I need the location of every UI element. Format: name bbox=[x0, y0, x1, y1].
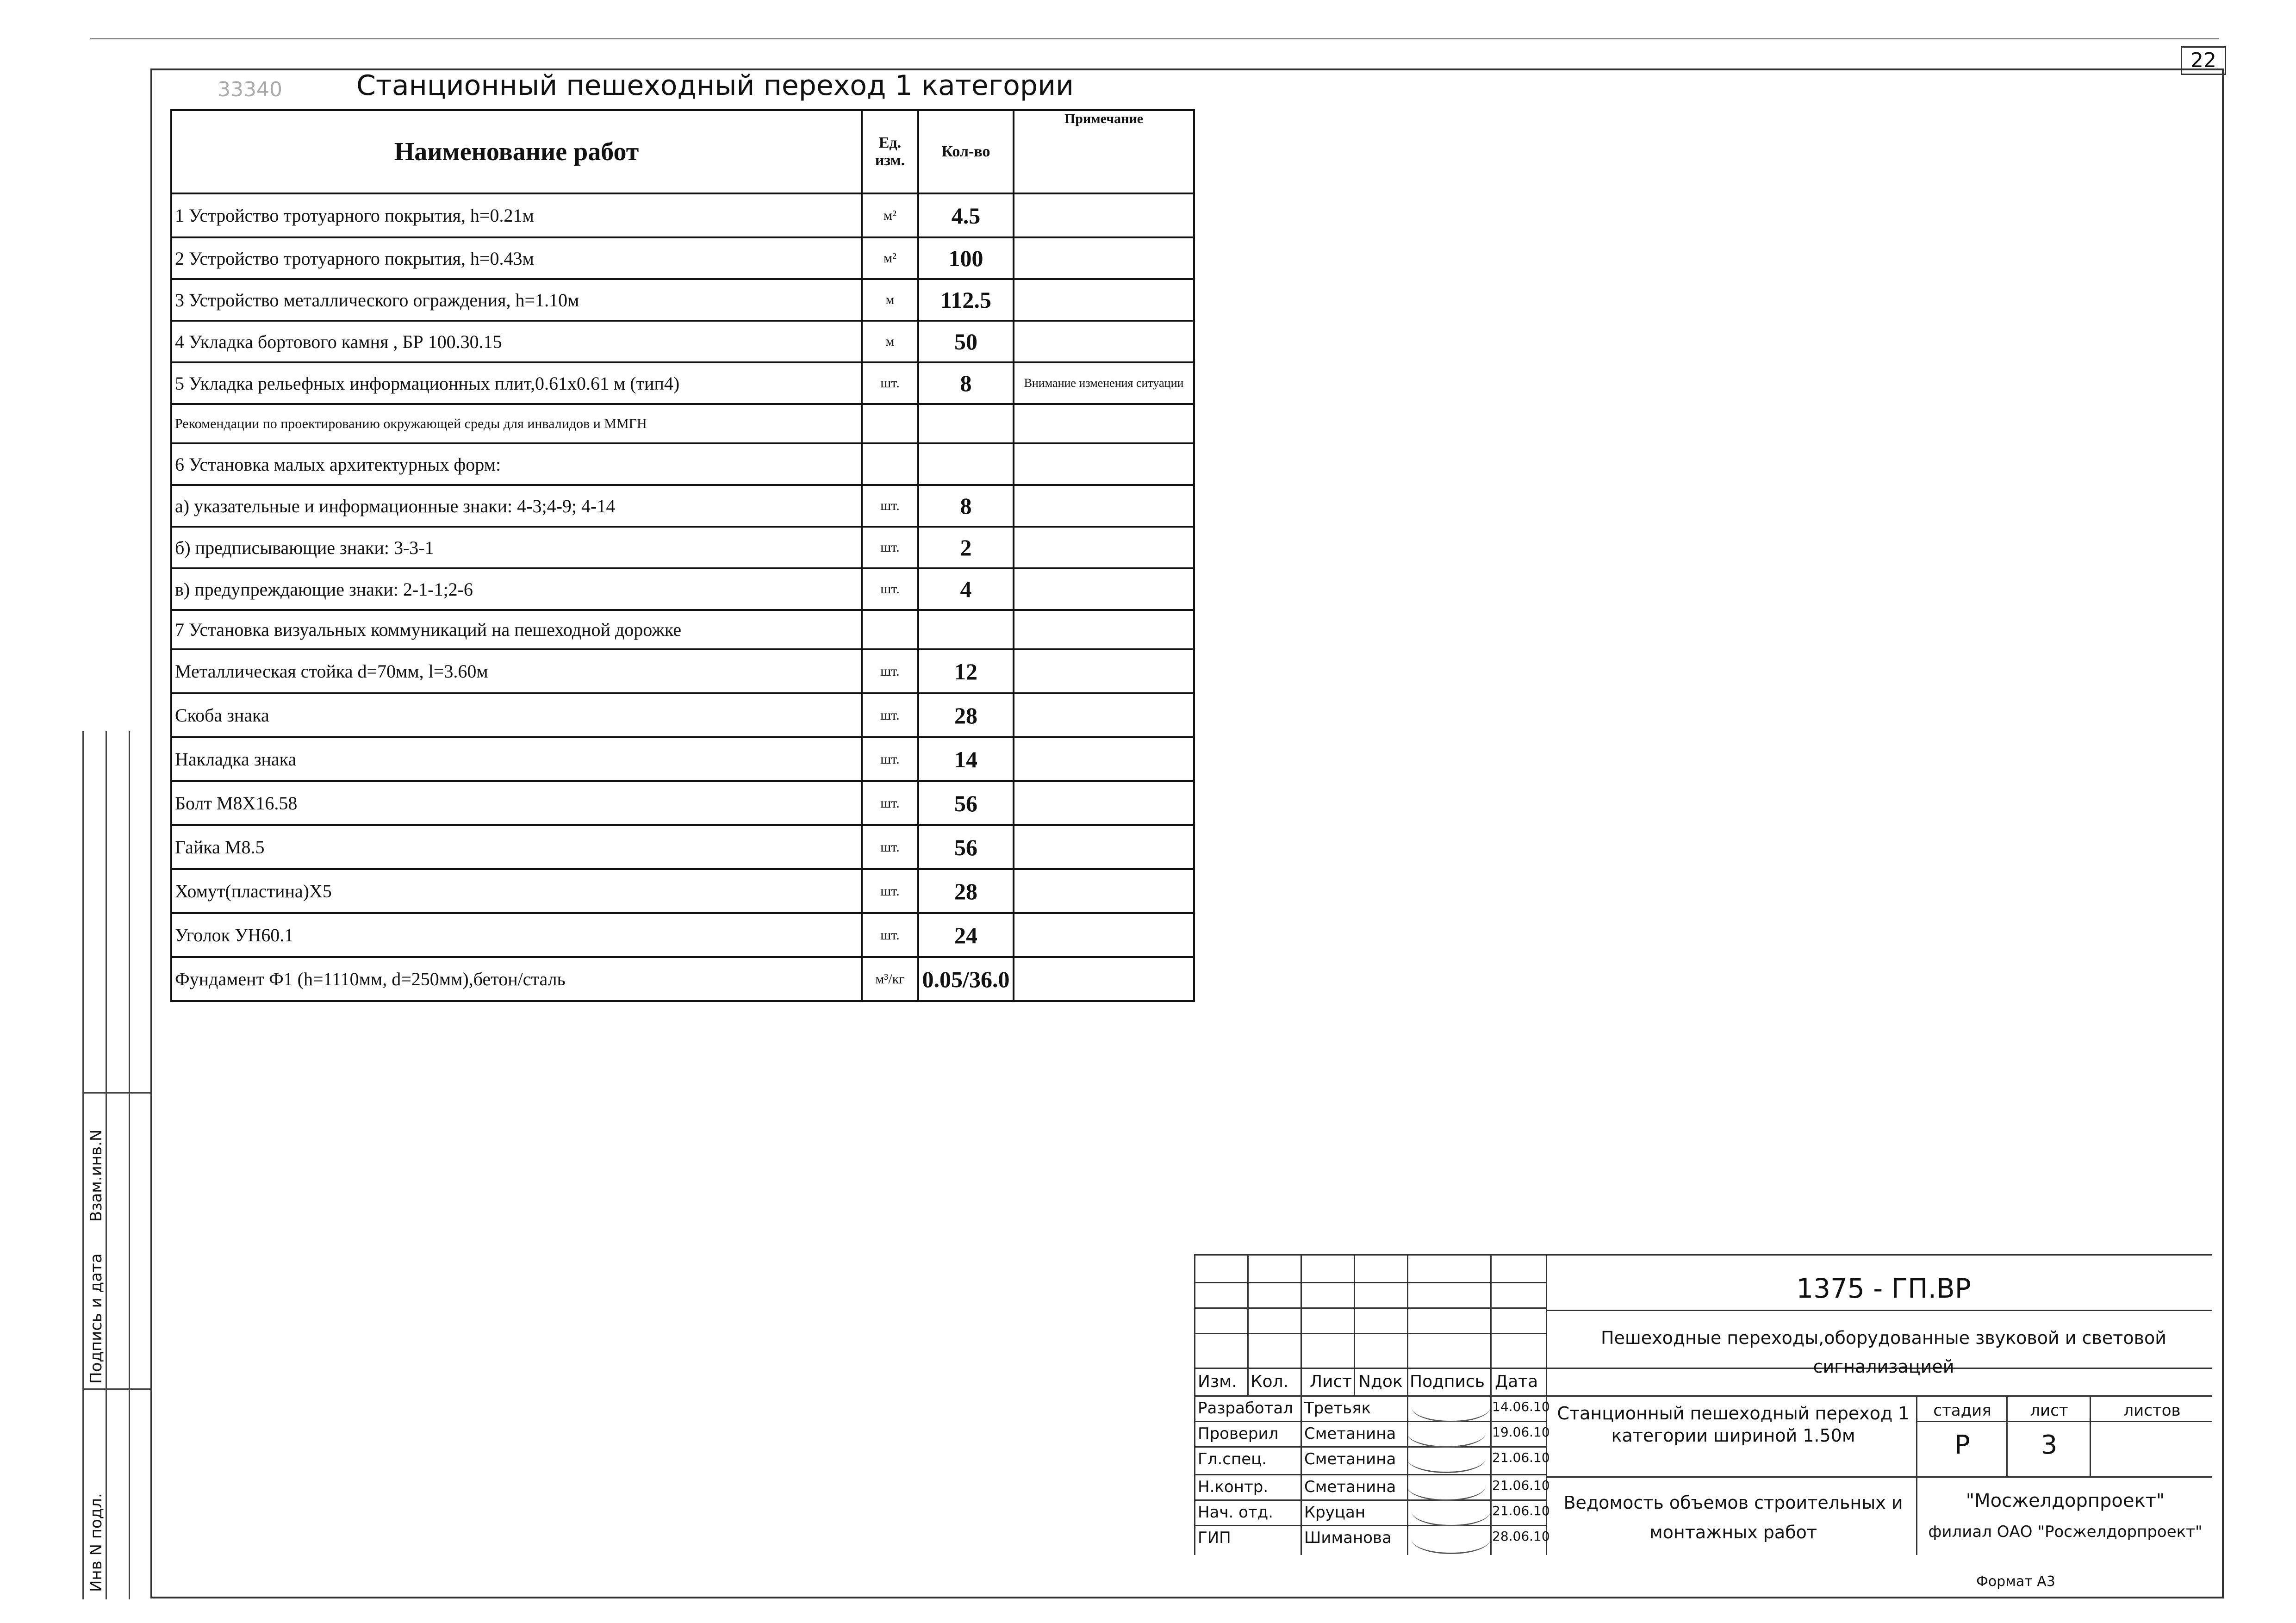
org-name-1: "Мосжелдорпроект" bbox=[1966, 1490, 2165, 1511]
row-unit bbox=[862, 610, 918, 649]
sheets-label: листов bbox=[2123, 1401, 2181, 1420]
table-header-row bbox=[171, 110, 1194, 193]
side-label-inv-podl: Инв N подл. bbox=[87, 1493, 106, 1592]
row-qty bbox=[918, 404, 1014, 443]
table-row bbox=[171, 193, 1194, 237]
row-qty: 56 bbox=[918, 825, 1014, 869]
row-name: 7 Установка визуальных коммуникаций на пешеходной дорожке bbox=[171, 610, 862, 649]
sheet-subtitle: Ведомость объемов строительных и монтажных работ bbox=[1563, 1492, 1903, 1542]
col-izm: Изм. bbox=[1198, 1372, 1237, 1391]
row-name: Металлическая стойка d=70мм, l=3.60м bbox=[171, 649, 862, 693]
row-name: Уголок УН60.1 bbox=[171, 913, 862, 957]
row-qty: 56 bbox=[918, 781, 1014, 825]
row-name: б) предписывающие знаки: 3-3-1 bbox=[171, 527, 862, 568]
row-qty bbox=[918, 610, 1014, 649]
row-qty: 8 bbox=[918, 362, 1014, 404]
table-row bbox=[171, 649, 1194, 693]
row-unit: шт. bbox=[862, 913, 918, 957]
sheet-label: лист bbox=[2030, 1401, 2068, 1420]
row-unit: м bbox=[862, 321, 918, 362]
person-date: 28.06.10 bbox=[1492, 1529, 1550, 1544]
row-unit: шт. bbox=[862, 737, 918, 781]
person-name: Третьяк bbox=[1304, 1399, 1371, 1418]
row-note: Внимание изменения ситуации bbox=[1014, 362, 1194, 404]
row-unit: шт. bbox=[862, 781, 918, 825]
table-row bbox=[171, 913, 1194, 957]
row-unit: м³/кг bbox=[862, 957, 918, 1001]
table-row bbox=[171, 957, 1194, 1001]
row-unit: шт. bbox=[862, 693, 918, 737]
signature-6 bbox=[1412, 1525, 1490, 1554]
person-date: 19.06.10 bbox=[1492, 1424, 1550, 1440]
side-label-podpis: Подпись и дата bbox=[87, 1253, 106, 1384]
row-name: 2 Устройство тротуарного покрытия, h=0.43м bbox=[171, 237, 862, 279]
row-unit: шт. bbox=[862, 568, 918, 610]
person-date: 21.06.10 bbox=[1492, 1478, 1550, 1493]
col-header-note: Примечание bbox=[1014, 110, 1194, 193]
row-qty: 50 bbox=[918, 321, 1014, 362]
person-date: 21.06.10 bbox=[1492, 1450, 1550, 1465]
col-kol: Кол. bbox=[1251, 1372, 1289, 1391]
top-edge-line bbox=[90, 38, 2219, 39]
row-qty: 4.5 bbox=[918, 193, 1014, 237]
row-qty bbox=[918, 443, 1014, 485]
row-name: Накладка знака bbox=[171, 737, 862, 781]
header-code: 33340 bbox=[218, 78, 282, 101]
row-note bbox=[1014, 527, 1194, 568]
table-row bbox=[171, 443, 1194, 485]
row-name: 5 Укладка рельефных информационных плит,0.61х0.61 м (тип4) bbox=[171, 362, 862, 404]
row-note bbox=[1014, 610, 1194, 649]
stage-label: стадия bbox=[1933, 1401, 1991, 1420]
table-row bbox=[171, 693, 1194, 737]
person-name: Шиманова bbox=[1304, 1529, 1392, 1547]
person-role: Разработал bbox=[1198, 1399, 1293, 1418]
col-list: Лист bbox=[1310, 1372, 1352, 1391]
table-row bbox=[171, 237, 1194, 279]
table-row bbox=[171, 321, 1194, 362]
person-role: Гл.спец. bbox=[1198, 1450, 1267, 1468]
row-note bbox=[1014, 869, 1194, 913]
row-note bbox=[1014, 404, 1194, 443]
row-unit bbox=[862, 404, 918, 443]
row-unit: м² bbox=[862, 193, 918, 237]
project-title: Пешеходные переходы,оборудованные звуковой и световой сигнализацией bbox=[1600, 1328, 2166, 1377]
row-note bbox=[1014, 649, 1194, 693]
person-name: Сметанина bbox=[1304, 1424, 1396, 1443]
row-name: в) предупреждающие знаки: 2-1-1;2-6 bbox=[171, 568, 862, 610]
title-block bbox=[1194, 1254, 2212, 1555]
signature-1 bbox=[1412, 1393, 1490, 1422]
row-note bbox=[1014, 957, 1194, 1001]
row-unit: шт. bbox=[862, 527, 918, 568]
page-number: 22 bbox=[2181, 46, 2226, 75]
row-qty: 112.5 bbox=[918, 279, 1014, 321]
person-role: ГИП bbox=[1198, 1529, 1231, 1547]
row-qty: 100 bbox=[918, 237, 1014, 279]
col-data: Дата bbox=[1495, 1372, 1538, 1391]
org-name-2: филиал ОАО "Росжелдорпроект" bbox=[1928, 1523, 2203, 1541]
table-row bbox=[171, 610, 1194, 649]
row-name: 1 Устройство тротуарного покрытия, h=0.21м bbox=[171, 193, 862, 237]
col-header-unit: Ед. изм. bbox=[862, 110, 918, 193]
col-ndok: Nдок bbox=[1358, 1372, 1403, 1391]
col-podpis: Подпись bbox=[1410, 1372, 1485, 1391]
signature-5 bbox=[1412, 1497, 1490, 1526]
table-row bbox=[171, 737, 1194, 781]
row-name: Рекомендации по проектированию окружающей среды для инвалидов и ММГН bbox=[171, 404, 862, 443]
row-qty: 8 bbox=[918, 485, 1014, 527]
row-name: 3 Устройство металлического ограждения, h=1.10м bbox=[171, 279, 862, 321]
person-role: Проверил bbox=[1198, 1424, 1279, 1443]
row-name: Болт М8Х16.58 bbox=[171, 781, 862, 825]
person-name: Круцан bbox=[1304, 1503, 1366, 1522]
row-note bbox=[1014, 485, 1194, 527]
person-role: Н.контр. bbox=[1198, 1478, 1269, 1496]
table-row bbox=[171, 404, 1194, 443]
row-qty: 12 bbox=[918, 649, 1014, 693]
row-qty: 4 bbox=[918, 568, 1014, 610]
table-row bbox=[171, 825, 1194, 869]
person-name: Сметанина bbox=[1304, 1478, 1396, 1496]
row-note bbox=[1014, 568, 1194, 610]
format-label: Формат А3 bbox=[1976, 1573, 2055, 1590]
doc-code: 1375 - ГП.ВР bbox=[1796, 1273, 1971, 1304]
row-note bbox=[1014, 693, 1194, 737]
row-qty: 24 bbox=[918, 913, 1014, 957]
row-unit bbox=[862, 443, 918, 485]
row-qty: 28 bbox=[918, 869, 1014, 913]
signature-2 bbox=[1407, 1418, 1486, 1448]
row-name: 6 Установка малых архитектурных форм: bbox=[171, 443, 862, 485]
works-table bbox=[170, 109, 1195, 1002]
table-row bbox=[171, 869, 1194, 913]
person-date: 14.06.10 bbox=[1492, 1399, 1550, 1414]
sheet-title: Станционный пешеходный переход 1 категории шириной 1.50м bbox=[1557, 1403, 1910, 1446]
side-label-vzam: Взам.инв.N bbox=[87, 1129, 106, 1222]
row-name: Скоба знака bbox=[171, 693, 862, 737]
row-qty: 0.05/36.0 bbox=[918, 957, 1014, 1001]
row-note bbox=[1014, 737, 1194, 781]
row-note bbox=[1014, 193, 1194, 237]
table-row bbox=[171, 485, 1194, 527]
signature-4 bbox=[1407, 1472, 1486, 1501]
col-header-name: Наименование работ bbox=[171, 110, 862, 193]
row-unit: шт. bbox=[862, 869, 918, 913]
person-name: Сметанина bbox=[1304, 1450, 1396, 1468]
row-name: а) указательные и информационные знаки: 4-3;4-9; 4-14 bbox=[171, 485, 862, 527]
row-note bbox=[1014, 825, 1194, 869]
row-note bbox=[1014, 279, 1194, 321]
row-note bbox=[1014, 913, 1194, 957]
row-name: 4 Укладка бортового камня , БР 100.30.15 bbox=[171, 321, 862, 362]
row-unit: шт. bbox=[862, 649, 918, 693]
row-note bbox=[1014, 237, 1194, 279]
sheet-value: 3 bbox=[2041, 1430, 2058, 1460]
row-unit: м² bbox=[862, 237, 918, 279]
row-name: Хомут(пластина)Х5 bbox=[171, 869, 862, 913]
row-note bbox=[1014, 321, 1194, 362]
row-note bbox=[1014, 781, 1194, 825]
row-name: Фундамент Ф1 (h=1110мм, d=250мм),бетон/сталь bbox=[171, 957, 862, 1001]
table-row bbox=[171, 362, 1194, 404]
table-row bbox=[171, 568, 1194, 610]
row-unit: м bbox=[862, 279, 918, 321]
row-unit: шт. bbox=[862, 485, 918, 527]
table-row bbox=[171, 279, 1194, 321]
row-qty: 28 bbox=[918, 693, 1014, 737]
row-unit: шт. bbox=[862, 362, 918, 404]
col-header-qty: Кол-во bbox=[918, 110, 1014, 193]
row-qty: 14 bbox=[918, 737, 1014, 781]
side-stamp-strip bbox=[82, 731, 150, 1599]
table-row bbox=[171, 527, 1194, 568]
row-qty: 2 bbox=[918, 527, 1014, 568]
stage-value: Р bbox=[1954, 1430, 1970, 1460]
header-title: Станционный пешеходный переход 1 категории bbox=[356, 69, 1074, 102]
row-unit: шт. bbox=[862, 825, 918, 869]
person-date: 21.06.10 bbox=[1492, 1503, 1550, 1518]
signature-3 bbox=[1407, 1444, 1486, 1473]
row-note bbox=[1014, 443, 1194, 485]
row-name: Гайка М8.5 bbox=[171, 825, 862, 869]
table-row bbox=[171, 781, 1194, 825]
person-role: Нач. отд. bbox=[1198, 1503, 1274, 1522]
